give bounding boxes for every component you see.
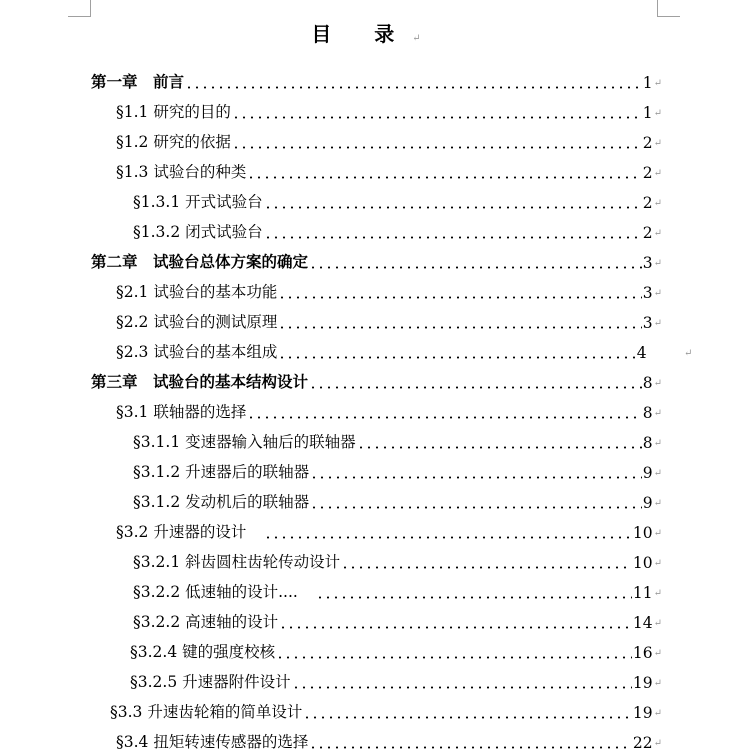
toc-entry-label: §3.2.2 高速轴的设计 bbox=[133, 613, 279, 631]
paragraph-mark: ↵ bbox=[653, 648, 662, 659]
dot-leader bbox=[232, 105, 642, 119]
toc-page-number: 2 bbox=[642, 224, 653, 242]
toc-title-text: 目 录 bbox=[311, 22, 413, 46]
dot-leader bbox=[278, 315, 641, 329]
dot-leader bbox=[264, 225, 642, 239]
toc-section-entry[interactable] bbox=[116, 302, 662, 332]
dot-leader bbox=[310, 495, 642, 509]
toc-section-entry[interactable] bbox=[116, 332, 656, 362]
toc-entry-label: §2.3 试验台的基本组成 bbox=[116, 343, 278, 361]
toc-entry-label: §3.4 扭矩转速传感器的选择 bbox=[116, 733, 309, 751]
toc-entry-label: §3.2 升速器的设计 bbox=[116, 523, 247, 541]
paragraph-mark: ↵ bbox=[653, 138, 662, 149]
dot-leader bbox=[232, 135, 642, 149]
paragraph-mark: ↵ bbox=[653, 618, 662, 629]
paragraph-mark: ↵ bbox=[653, 408, 662, 419]
paragraph-mark: ↵ bbox=[653, 258, 662, 269]
dot-leader bbox=[264, 525, 632, 539]
toc-page-number: 9 bbox=[642, 464, 653, 482]
toc-page-number: 10 bbox=[632, 524, 653, 542]
paragraph-mark: ↵ bbox=[653, 168, 662, 179]
paragraph-mark: ↵ bbox=[653, 228, 662, 239]
page-corner-mark-left bbox=[68, 0, 91, 17]
toc-page-number: 2 bbox=[642, 164, 653, 182]
toc-page-number: 8 bbox=[642, 374, 653, 392]
toc-entry-label: §3.2.1 斜齿圆柱齿轮传动设计 bbox=[133, 553, 341, 571]
dot-leader bbox=[276, 645, 632, 659]
dot-leader bbox=[247, 405, 641, 419]
dot-leader bbox=[341, 555, 632, 569]
toc-entry-label: §3.1.2 升速器后的联轴器 bbox=[133, 463, 310, 481]
toc-page-number: 10 bbox=[632, 554, 653, 572]
toc-page-number: 19 bbox=[632, 704, 653, 722]
dot-leader bbox=[357, 435, 642, 449]
toc-page-number: 2 bbox=[642, 194, 653, 212]
toc-page-number: 8 bbox=[642, 434, 653, 452]
paragraph-mark: ↵ bbox=[653, 198, 662, 209]
toc-chapter-entry[interactable] bbox=[91, 362, 662, 392]
toc-page-number: 2 bbox=[642, 134, 653, 152]
toc-entry-label: §1.3.2 闭式试验台 bbox=[133, 223, 263, 241]
toc-section-entry[interactable] bbox=[130, 632, 662, 662]
toc-entry-label: §1.1 研究的目的 bbox=[116, 103, 231, 121]
toc-page-number: 1 bbox=[642, 104, 653, 122]
toc-entry-label: 第二章 试验台总体方案的确定 bbox=[91, 252, 309, 271]
toc-page-number: 1 bbox=[642, 74, 653, 92]
dot-leader bbox=[316, 585, 632, 599]
toc-page-number: 19 bbox=[632, 674, 653, 692]
toc-page-number: 8 bbox=[642, 404, 653, 422]
paragraph-mark: ↵ bbox=[653, 588, 662, 599]
toc-section-entry[interactable] bbox=[133, 182, 662, 212]
toc-page-number: 9 bbox=[642, 494, 653, 512]
toc-section-entry[interactable] bbox=[116, 122, 662, 152]
dot-leader bbox=[292, 675, 632, 689]
toc-entry-label: §2.2 试验台的测试原理 bbox=[116, 313, 278, 331]
toc-page-number: 3 bbox=[642, 254, 653, 272]
dot-leader bbox=[303, 705, 632, 719]
toc-entry-label: 第一章 前言 bbox=[91, 72, 185, 91]
toc-page-number: 22 bbox=[632, 734, 653, 752]
dot-leader bbox=[185, 75, 642, 89]
paragraph-mark: ↵ bbox=[653, 378, 662, 389]
dot-leader bbox=[309, 375, 642, 389]
paragraph-mark: ↵ bbox=[653, 708, 662, 719]
toc-section-entry[interactable] bbox=[116, 392, 662, 422]
dot-leader bbox=[247, 165, 641, 179]
toc-page-number: 4 bbox=[636, 344, 647, 362]
paragraph-mark: ↵ bbox=[653, 108, 662, 119]
paragraph-mark: ↵ bbox=[653, 498, 662, 509]
paragraph-mark: ↵ bbox=[653, 438, 662, 449]
toc-section-entry[interactable] bbox=[133, 542, 662, 572]
page-corner-mark-right bbox=[657, 0, 680, 17]
toc-section-entry[interactable] bbox=[130, 662, 662, 692]
dot-leader bbox=[278, 345, 635, 359]
toc-section-entry[interactable] bbox=[116, 512, 662, 542]
toc-entry-label: §1.3 试验台的种类 bbox=[116, 163, 247, 181]
toc-chapter-entry[interactable] bbox=[91, 62, 662, 92]
toc-entry-label: §2.1 试验台的基本功能 bbox=[116, 283, 278, 301]
dot-leader bbox=[278, 285, 641, 299]
toc-entry-label: §3.1.2 发动机后的联轴器 bbox=[133, 493, 310, 511]
toc-page-number: 11 bbox=[632, 584, 653, 602]
paragraph-mark: ↵ bbox=[684, 348, 693, 359]
paragraph-mark: ↵ bbox=[653, 288, 662, 299]
dot-leader bbox=[309, 735, 632, 749]
toc-section-entry[interactable] bbox=[116, 722, 662, 752]
toc-page-number: 14 bbox=[632, 614, 653, 632]
dot-leader bbox=[310, 465, 642, 479]
toc-entry-label: §1.2 研究的依据 bbox=[116, 133, 231, 151]
toc-chapter-entry[interactable] bbox=[91, 242, 662, 272]
paragraph-mark: ↵ bbox=[653, 468, 662, 479]
toc-title bbox=[0, 18, 732, 47]
toc-entry-label: §3.3 升速齿轮箱的简单设计 bbox=[110, 703, 303, 721]
toc-entry-label: §3.2.4 键的强度校核 bbox=[130, 643, 276, 661]
toc-entry-label: §3.1 联轴器的选择 bbox=[116, 403, 247, 421]
toc-section-entry[interactable] bbox=[110, 692, 662, 722]
toc-section-entry[interactable] bbox=[116, 92, 662, 122]
paragraph-mark: ↵ bbox=[653, 678, 662, 689]
paragraph-mark: ↵ bbox=[412, 33, 421, 44]
toc-section-entry[interactable] bbox=[133, 212, 662, 242]
toc-entry-label: §1.3.1 开式试验台 bbox=[133, 193, 263, 211]
toc-section-entry[interactable] bbox=[133, 422, 662, 452]
dot-leader bbox=[279, 615, 632, 629]
dot-leader bbox=[309, 255, 642, 269]
toc-section-entry[interactable] bbox=[133, 572, 662, 602]
toc-entry-label: §3.1.1 变速器输入轴后的联轴器 bbox=[133, 433, 356, 451]
toc-entry-label: §3.2.2 低速轴的设计.... bbox=[133, 583, 298, 601]
toc-section-entry[interactable] bbox=[116, 152, 662, 182]
toc-page-number: 3 bbox=[642, 284, 653, 302]
toc-page-number: 16 bbox=[632, 644, 653, 662]
paragraph-mark: ↵ bbox=[653, 318, 662, 329]
toc-entry-label: §3.2.5 升速器附件设计 bbox=[130, 673, 291, 691]
paragraph-mark: ↵ bbox=[653, 78, 662, 89]
dot-leader bbox=[264, 195, 642, 209]
paragraph-mark: ↵ bbox=[653, 528, 662, 539]
paragraph-mark: ↵ bbox=[653, 738, 662, 749]
toc-page-number: 3 bbox=[642, 314, 653, 332]
toc-section-entry[interactable] bbox=[133, 482, 662, 512]
paragraph-mark: ↵ bbox=[653, 558, 662, 569]
toc-section-entry[interactable] bbox=[133, 452, 662, 482]
toc-section-entry[interactable] bbox=[116, 272, 662, 302]
toc-section-entry[interactable] bbox=[133, 602, 662, 632]
toc-entry-label: 第三章 试验台的基本结构设计 bbox=[91, 372, 309, 391]
